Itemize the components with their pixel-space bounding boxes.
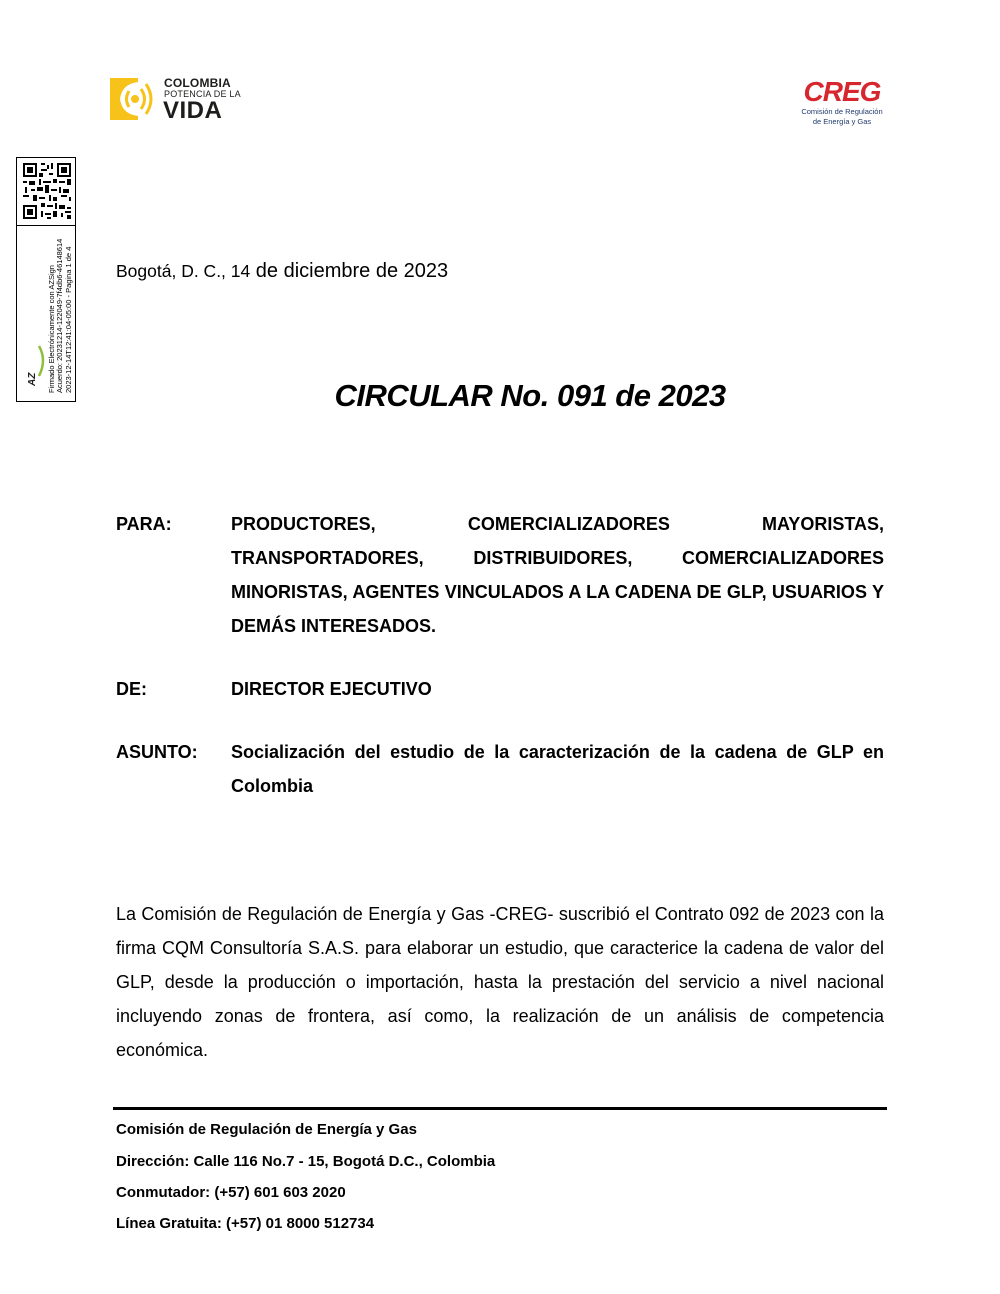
signature-text bbox=[48, 223, 73, 393]
para-value: PRODUCTORES, COMERCIALIZADORES MAYORISTAS, TRANSPORTADORES, DISTRIBUIDORES, COMERCIALIZADORES MINORISTAS, AGENTES VINCULADOS A LA CADENA DE GLP, USUARIOS Y DEMÁS INTERESADOS. bbox=[231, 514, 884, 636]
qr-code-icon bbox=[21, 161, 73, 221]
svg-text:AZ: AZ bbox=[27, 372, 38, 386]
signature-line-2: Acuerdo: 20231214-122049-7f4db6-46148614 bbox=[55, 238, 65, 393]
date-prefix: Bogotá, D. C., 14 bbox=[116, 261, 251, 281]
footer-toll-free: Línea Gratuita: (+57) 01 8000 512734 bbox=[116, 1215, 375, 1232]
electronic-signature-box bbox=[16, 157, 76, 402]
date-rest: de diciembre de 2023 bbox=[250, 260, 449, 282]
body-paragraph: La Comisión de Regulación de Energía y Gas -CREG- suscribió el Contrato 092 de 2023 con la firma CQM Consultoría S.A.S. para elaborar un estudio, que caracterice la cadena de valor del GLP, desde la producción o importación, hasta la prestación del servicio a nivel nacional incluyendo zonas de frontera, así como, la realización de un análisis de competencia económica. bbox=[116, 904, 884, 1060]
gov-logo-line2: POTENCIA DE LA bbox=[164, 89, 241, 99]
page-title: CIRCULAR No. 091 de 2023 bbox=[334, 378, 726, 413]
gov-logo-line3: VIDA bbox=[163, 97, 223, 124]
signature-line-1: Firmado Electrónicamente con AZSign bbox=[47, 265, 56, 393]
footer-phone: Conmutador: (+57) 601 603 2020 bbox=[116, 1184, 346, 1201]
creg-logo-subtitle-1: Comisión de Regulación bbox=[801, 107, 883, 116]
de-label: DE: bbox=[116, 679, 147, 699]
colombia-potencia-de-la-vida-logo bbox=[108, 74, 248, 124]
footer-divider bbox=[113, 1107, 887, 1110]
signature-line-3: 2023-12-14T12:41:04-05:00 - Pagina 1 de 4 bbox=[63, 246, 73, 393]
document-date bbox=[116, 260, 448, 283]
asunto-label: ASUNTO: bbox=[116, 742, 198, 762]
footer-address: Dirección: Calle 116 No.7 - 15, Bogotá D.C., Colombia bbox=[116, 1153, 496, 1170]
de-value: DIRECTOR EJECUTIVO bbox=[231, 679, 432, 699]
para-label: PARA: bbox=[116, 514, 172, 534]
colombia-logo-mark-icon bbox=[108, 76, 154, 122]
creg-logo-word: CREG bbox=[803, 76, 881, 107]
gov-logo-line1: COLOMBIA bbox=[164, 76, 231, 90]
creg-logo bbox=[796, 78, 888, 130]
asunto-value: Socialización del estudio de la caracterización de la cadena de GLP en Colombia bbox=[231, 742, 884, 796]
creg-logo-subtitle-2: de Energía y Gas bbox=[812, 117, 872, 126]
footer-org: Comisión de Regulación de Energía y Gas bbox=[116, 1121, 417, 1138]
